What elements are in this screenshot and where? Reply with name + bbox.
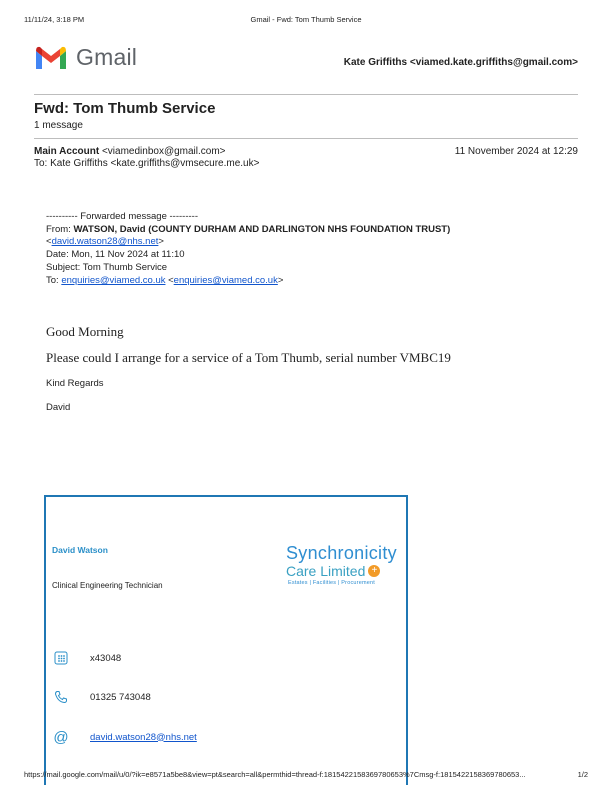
gmail-logo-text: Gmail <box>76 44 138 70</box>
company-logo <box>286 543 397 586</box>
subject-divider <box>34 138 578 139</box>
at-sign-icon: @ <box>53 728 69 746</box>
message-count: 1 message <box>34 120 83 131</box>
print-page-title: Gmail - Fwd: Tom Thumb Service <box>250 15 362 24</box>
account-identity: Kate Griffiths <viamed.kate.griffiths@gmail.com> <box>343 57 578 68</box>
forwarded-to-link[interactable]: enquiries@viamed.co.uk <box>61 275 166 286</box>
body-greeting: Good Morning <box>46 324 124 339</box>
header-divider <box>34 94 578 95</box>
signature-phone: 01325 743048 <box>90 691 151 703</box>
sender-email: <viamedinbox@gmail.com> <box>99 146 226 157</box>
message-date: 11 November 2024 at 12:29 <box>454 146 578 157</box>
company-name-line1: Synchronicity <box>286 543 397 563</box>
forwarded-to-link-2[interactable]: enquiries@viamed.co.uk <box>173 275 278 286</box>
keypad-icon <box>52 649 70 667</box>
body-signoff-name: David <box>46 402 71 413</box>
gmail-m-icon <box>34 45 68 71</box>
message-to: To: Kate Griffiths <kate.griffiths@vmsecure.me.uk> <box>34 158 260 169</box>
signature-extension-row <box>52 649 121 667</box>
signature-name: David Watson <box>52 545 108 555</box>
phone-icon <box>52 688 70 706</box>
forwarded-from-email-link[interactable]: david.watson28@nhs.net <box>51 236 159 247</box>
gmail-logo <box>34 44 137 71</box>
plus-icon: + <box>368 565 380 577</box>
forwarded-from-label: From: <box>46 224 74 235</box>
signature-email-link[interactable]: david.watson28@nhs.net <box>90 731 197 743</box>
signature-email-row <box>52 728 197 746</box>
forwarded-to: To: enquiries@viamed.co.uk <enquiries@viamed.co.uk> <box>46 275 284 286</box>
print-url: https://mail.google.com/mail/u/0/?ik=e8571a5be8&view=pt&search=all&permthid=thread-f:1815422158369780653%7Cmsg-f:1815422158369780653... <box>24 770 526 779</box>
signature-extension: x43048 <box>90 652 122 664</box>
message-from <box>34 146 226 157</box>
signature-phone-row <box>52 688 151 706</box>
signature-title: Clinical Engineering Technician <box>52 581 163 590</box>
company-tagline: Estates | Facilities | Procurement <box>288 580 375 586</box>
forwarded-from-email-line: <david.watson28@nhs.net> <box>46 236 164 247</box>
forwarded-from <box>46 224 450 235</box>
forwarded-from-name: WATSON, David (COUNTY DURHAM AND DARLINGTON NHS FOUNDATION TRUST) <box>73 224 451 235</box>
print-datetime: 11/11/24, 3:18 PM <box>24 15 85 24</box>
body-request: Please could I arrange for a service of a Tom Thumb, serial number VMBC19 <box>46 350 451 365</box>
company-name-line2: Care Limited <box>286 563 366 579</box>
body-closing: Kind Regards <box>46 378 104 389</box>
forwarded-to-label: To: <box>46 275 62 286</box>
thread-subject: Fwd: Tom Thumb Service <box>34 100 216 117</box>
print-page-number: 1/2 <box>577 770 588 779</box>
sender-name: Main Account <box>34 146 100 157</box>
forwarded-date: Date: Mon, 11 Nov 2024 at 11:10 <box>46 249 185 260</box>
forwarded-marker: ---------- Forwarded message --------- <box>46 211 198 222</box>
forwarded-subject: Subject: Tom Thumb Service <box>46 262 168 273</box>
